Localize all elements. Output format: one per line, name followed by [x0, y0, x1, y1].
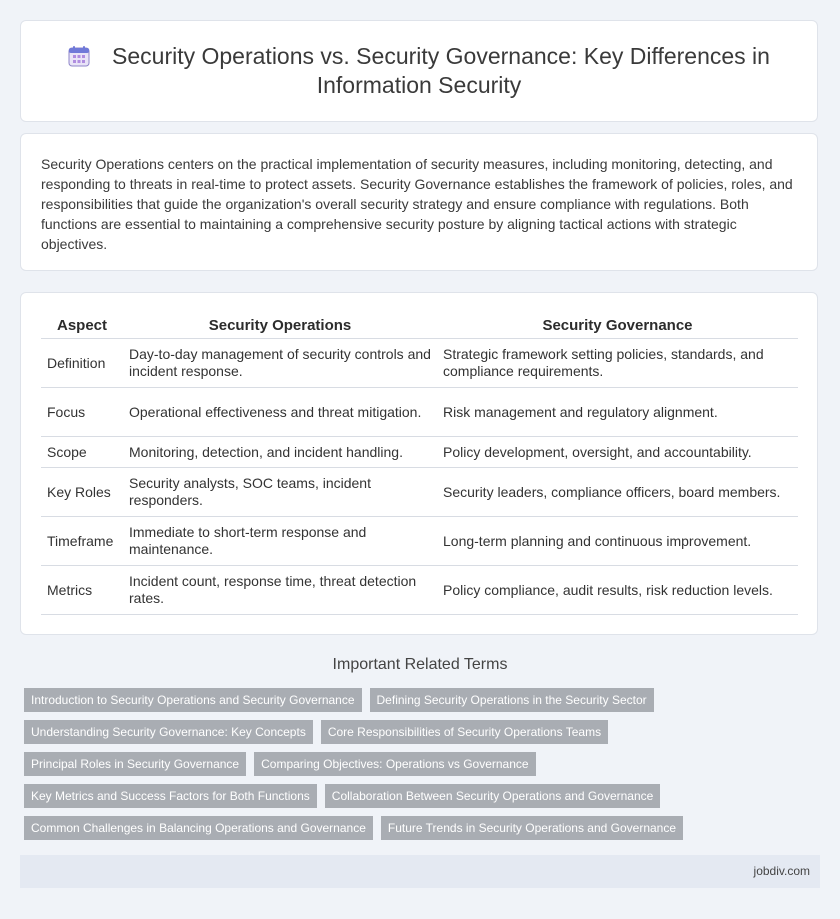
table-row — [41, 388, 798, 437]
row-aspect: Timeframe — [41, 517, 123, 566]
related-terms-tags — [24, 688, 824, 848]
row-operations: Immediate to short-term response and maintenance. — [123, 517, 437, 566]
related-term-tag[interactable]: Collaboration Between Security Operations and Governance — [325, 784, 661, 808]
row-operations: Incident count, response time, threat detection rates. — [123, 566, 437, 615]
page-title: Security Operations vs. Security Governance: Key Differences in Information Security — [112, 43, 770, 98]
footer-site-link[interactable]: jobdiv.com — [753, 864, 810, 878]
row-governance: Security leaders, compliance officers, board members. — [437, 468, 798, 517]
related-term-tag[interactable]: Future Trends in Security Operations and Governance — [381, 816, 683, 840]
table-row — [41, 437, 798, 468]
related-terms-title: Important Related Terms — [332, 656, 508, 673]
table-row — [41, 517, 798, 566]
row-governance: Strategic framework setting policies, standards, and compliance requirements. — [437, 339, 798, 388]
row-governance: Risk management and regulatory alignment. — [437, 388, 798, 437]
tag-row — [24, 720, 824, 744]
comparison-table-card — [20, 292, 818, 635]
table-row — [41, 566, 798, 615]
header-security-governance: Security Governance — [437, 309, 798, 339]
related-term-tag[interactable]: Defining Security Operations in the Security Sector — [370, 688, 654, 712]
tag-row — [24, 784, 824, 808]
row-aspect: Definition — [41, 339, 123, 388]
related-term-tag[interactable]: Key Metrics and Success Factors for Both Functions — [24, 784, 317, 808]
related-term-tag[interactable]: Core Responsibilities of Security Operations Teams — [321, 720, 608, 744]
page-title-wrap — [61, 42, 777, 100]
comparison-table — [41, 309, 798, 615]
table-header-row — [41, 309, 798, 339]
related-term-tag[interactable]: Introduction to Security Operations and Security Governance — [24, 688, 362, 712]
row-aspect: Scope — [41, 437, 123, 468]
footer — [20, 855, 820, 888]
row-operations: Security analysts, SOC teams, incident responders. — [123, 468, 437, 517]
row-aspect: Metrics — [41, 566, 123, 615]
row-aspect: Focus — [41, 388, 123, 437]
table-row — [41, 468, 798, 517]
header-security-operations: Security Operations — [123, 309, 437, 339]
row-governance: Long-term planning and continuous improvement. — [437, 517, 798, 566]
row-governance: Policy development, oversight, and accountability. — [437, 437, 798, 468]
table-row — [41, 339, 798, 388]
title-card — [20, 20, 818, 122]
calendar-icon — [68, 45, 90, 67]
intro-card — [20, 133, 818, 271]
related-term-tag[interactable]: Understanding Security Governance: Key Concepts — [24, 720, 313, 744]
row-operations: Day-to-day management of security controls and incident response. — [123, 339, 437, 388]
tag-row — [24, 688, 824, 712]
row-aspect: Key Roles — [41, 468, 123, 517]
row-governance: Policy compliance, audit results, risk reduction levels. — [437, 566, 798, 615]
intro-text: Security Operations centers on the practical implementation of security measures, including monitoring, detecting, and responding to threats in real-time to protect assets. Security Governance establishes the framework of policies, roles, and responsibilities that guide the organization's overall security strategy and ensure compliance with regulations. Both functions are essential to maintaining a comprehensive security posture by aligning tactical actions with strategic objectives. — [41, 156, 793, 252]
related-term-tag[interactable]: Principal Roles in Security Governance — [24, 752, 246, 776]
row-operations: Operational effectiveness and threat mitigation. — [123, 388, 437, 437]
tag-row — [24, 816, 824, 840]
row-operations: Monitoring, detection, and incident handling. — [123, 437, 437, 468]
related-term-tag[interactable]: Common Challenges in Balancing Operations and Governance — [24, 816, 373, 840]
header-aspect: Aspect — [41, 309, 123, 339]
related-term-tag[interactable]: Comparing Objectives: Operations vs Governance — [254, 752, 535, 776]
tag-row — [24, 752, 824, 776]
